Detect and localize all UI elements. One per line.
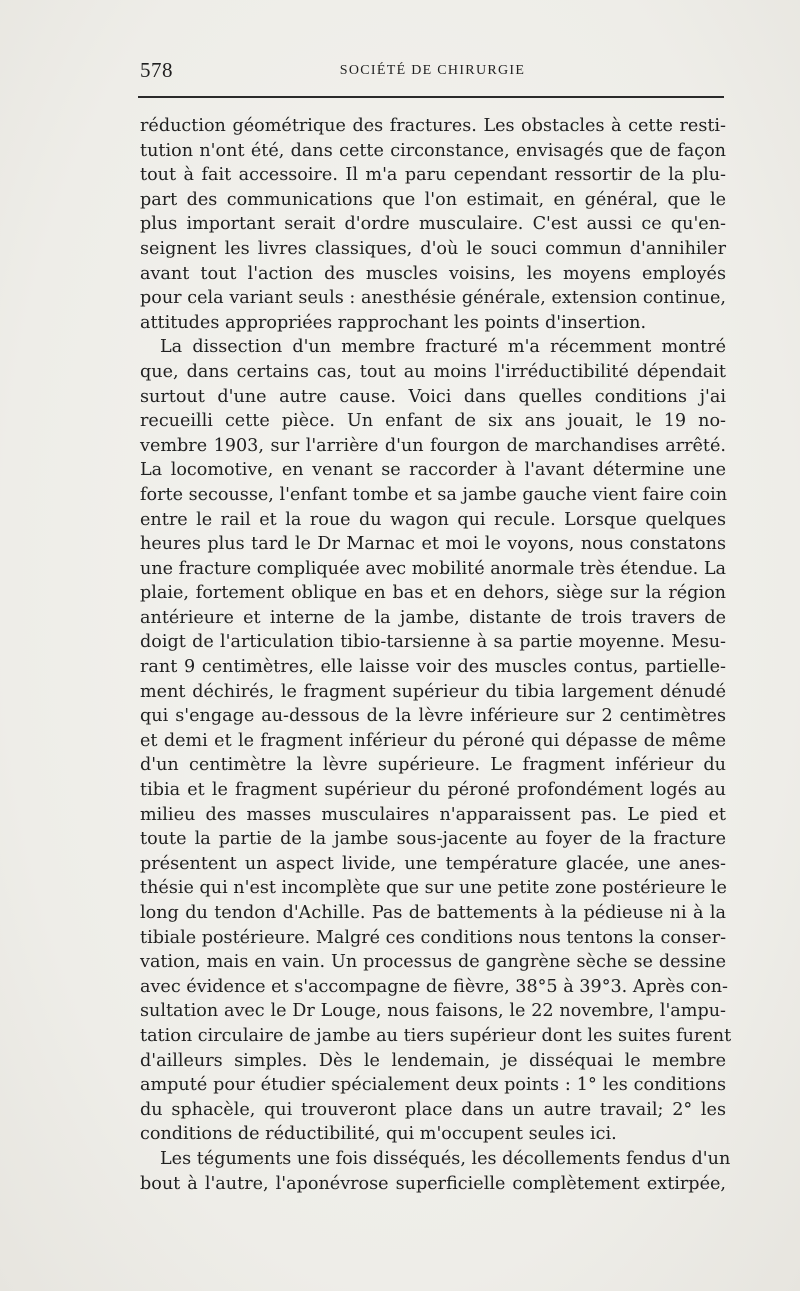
text-line: doigt de l'articulation tibio-tarsienne à sa partie moyenne. Mesu- bbox=[140, 632, 726, 653]
text-line: tibiale postérieure. Malgré ces conditions nous tentons la conser- bbox=[140, 927, 727, 948]
text-line: plus important serait d'ordre musculaire. C'est aussi ce qu'en- bbox=[140, 214, 726, 235]
text-line: La locomotive, en venant se raccorder à l'avant détermine une bbox=[140, 460, 726, 481]
text-line: conditions de réductibilité, qui m'occupent seules ici. bbox=[140, 1124, 617, 1145]
text-line: que, dans certains cas, tout au moins l'irréductibilité dépendait bbox=[140, 361, 726, 382]
running-title: SOCIÉTÉ DE CHIRURGIE bbox=[339, 63, 526, 78]
body-text bbox=[140, 114, 732, 1196]
text-line: forte secousse, l'enfant tombe et sa jambe gauche vient faire coin bbox=[140, 484, 728, 505]
header-rule bbox=[138, 96, 724, 98]
paragraph bbox=[140, 335, 732, 1147]
text-line: antérieure et interne de la jambe, distante de trois travers de bbox=[140, 607, 726, 628]
paragraph bbox=[140, 1147, 731, 1196]
text-line: La dissection d'un membre fracturé m'a récemment montré bbox=[160, 337, 726, 358]
text-line: recueilli cette pièce. Un enfant de six ans jouait, le 19 no- bbox=[140, 411, 726, 432]
text-line: réduction géométrique des fractures. Les obstacles à cette resti- bbox=[140, 116, 726, 136]
text-line: avec évidence et s'accompagne de fièvre, 38°5 à 39°3. Après con- bbox=[140, 976, 728, 997]
text-line: ment déchirés, le fragment supérieur du tibia largement dénudé bbox=[140, 681, 726, 702]
text-line: toute la partie de la jambe sous-jacente au foyer de la fracture bbox=[140, 829, 726, 850]
text-line: une fracture compliquée avec mobilité anormale très étendue. La bbox=[140, 558, 726, 579]
text-line: tation circulaire de jambe au tiers supérieur dont les suites furent bbox=[140, 1025, 732, 1046]
text-line: tution n'ont été, dans cette circonstance, envisagés que de façon bbox=[140, 140, 726, 161]
text-line: Les téguments une fois disséqués, les décollements fendus d'un bbox=[160, 1148, 731, 1169]
text-line: entre le rail et la roue du wagon qui recule. Lorsque quelques bbox=[140, 509, 726, 530]
text-line: tibia et le fragment supérieur du péroné profondément logés au bbox=[140, 780, 726, 801]
text-line: part des communications que l'on estimait, en général, que le bbox=[140, 189, 726, 210]
text-line: qui s'engage au-dessous de la lèvre inférieure sur 2 centimètres bbox=[140, 706, 726, 727]
text-line: pour cela variant seuls : anesthésie générale, extension continue, bbox=[140, 288, 726, 309]
text-line: bout à l'autre, l'aponévrose superficielle complètement extirpée, bbox=[140, 1173, 726, 1194]
text-line: présentent un aspect livide, une température glacée, une anes- bbox=[140, 853, 726, 874]
text-line: attitudes appropriées rapprochant les points d'insertion. bbox=[140, 312, 647, 333]
text-line: d'un centimètre la lèvre supérieure. Le fragment inférieur du bbox=[140, 755, 726, 776]
text-line: et demi et le fragment inférieur du péroné qui dépasse de même bbox=[140, 730, 726, 751]
text-line: avant tout l'action des muscles voisins, les moyens employés bbox=[140, 263, 726, 284]
text-line: thésie qui n'est incomplète que sur une petite zone postérieure le bbox=[140, 878, 727, 899]
text-line: vembre 1903, sur l'arrière d'un fourgon de marchandises arrêté. bbox=[140, 435, 726, 456]
text-line: rant 9 centimètres, elle laisse voir des muscles contus, partielle- bbox=[140, 657, 726, 678]
text-line: seignent les livres classiques, d'où le souci commun d'annihiler bbox=[140, 238, 726, 259]
text-line: du sphacèle, qui trouveront place dans un autre travail; 2° les bbox=[140, 1099, 726, 1120]
text-line: amputé pour étudier spécialement deux points : 1° les conditions bbox=[140, 1075, 726, 1096]
page-header bbox=[140, 58, 725, 84]
text-line: tout à fait accessoire. Il m'a paru cependant ressortir de la plu- bbox=[140, 165, 726, 186]
text-line: vation, mais en vain. Un processus de gangrène sèche se dessine bbox=[140, 952, 726, 973]
text-line: heures plus tard le Dr Marnac et moi le voyons, nous constatons bbox=[140, 534, 726, 555]
text-line: milieu des masses musculaires n'apparaissent pas. Le pied et bbox=[140, 804, 726, 825]
text-line: d'ailleurs simples. Dès le lendemain, je disséquai le membre bbox=[140, 1050, 726, 1071]
text-line: plaie, fortement oblique en bas et en dehors, siège sur la région bbox=[140, 583, 726, 604]
paragraph bbox=[140, 114, 726, 335]
page-number: 578 bbox=[140, 58, 173, 82]
text-line: long du tendon d'Achille. Pas de battements à la pédieuse ni à la bbox=[140, 903, 726, 923]
text-line: surtout d'une autre cause. Voici dans quelles conditions j'ai bbox=[140, 386, 726, 407]
text-line: sultation avec le Dr Louge, nous faisons, le 22 novembre, l'ampu- bbox=[140, 1001, 726, 1022]
